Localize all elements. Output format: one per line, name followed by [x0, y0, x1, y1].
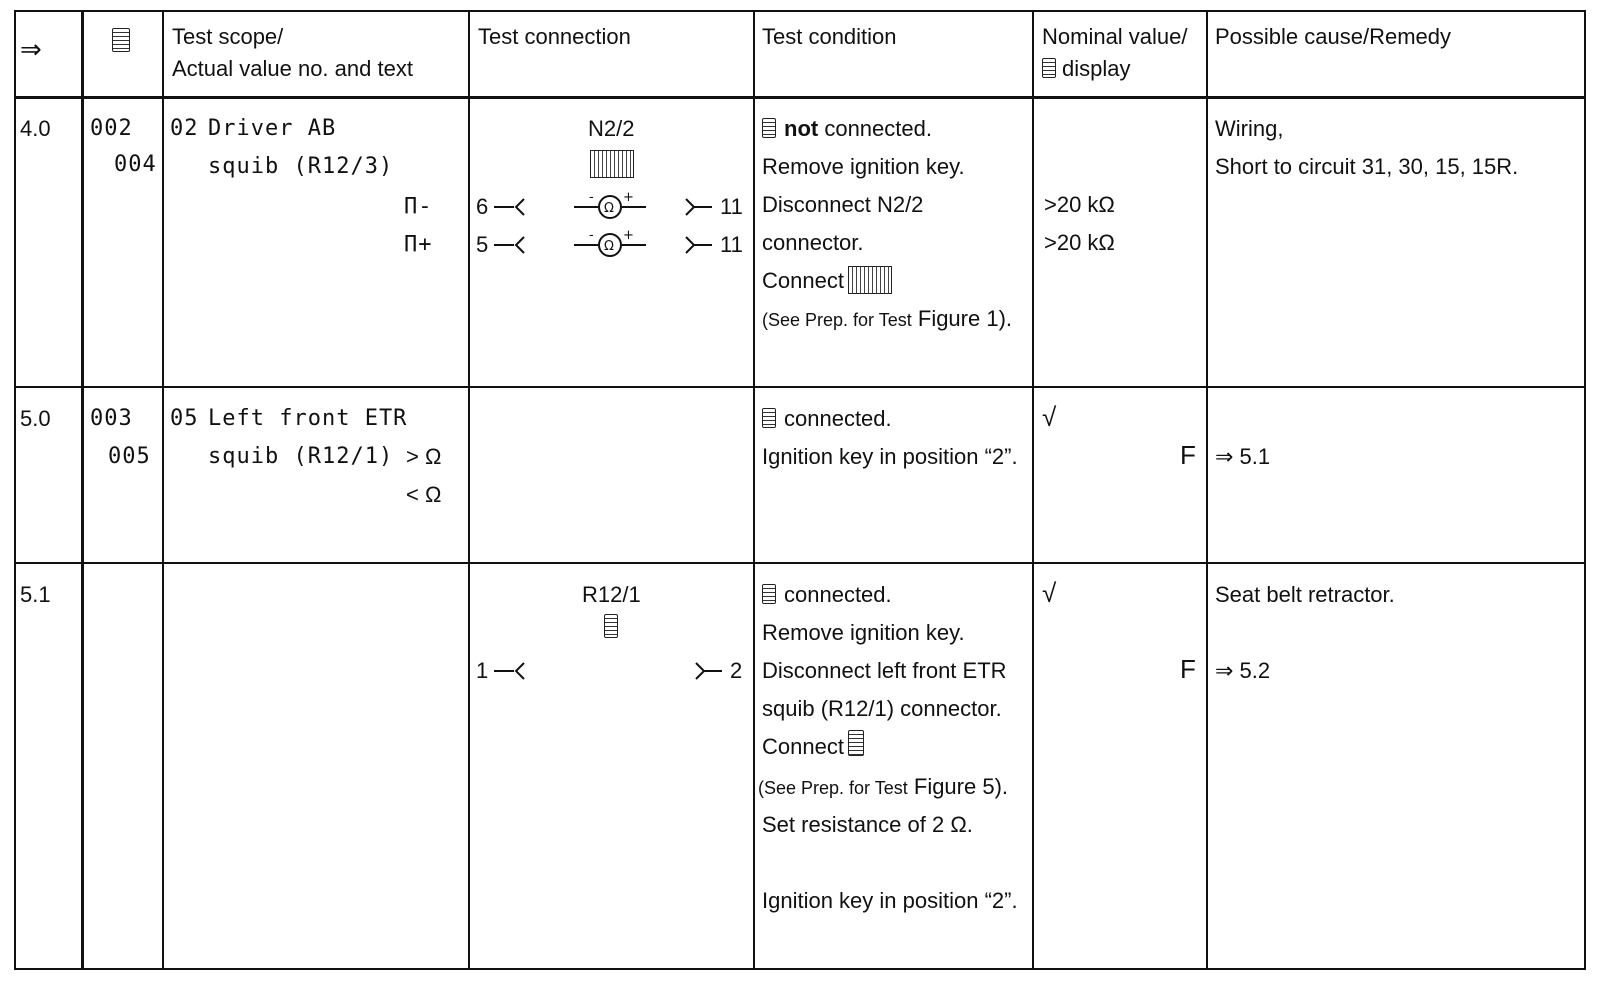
condition-line-1	[784, 110, 932, 148]
connection-pin-left-1: 6	[476, 194, 489, 219]
cause-line-1: Seat belt retractor.	[1215, 582, 1395, 607]
ohmmeter-diagram	[490, 190, 720, 270]
condition-prep-ref: (See Prep. for Test	[758, 778, 908, 798]
condition-line-4: squib (R12/1) connector.	[762, 696, 1002, 721]
row-divider-1	[14, 386, 1586, 388]
condition-text: connected.	[824, 116, 932, 141]
header-divider	[14, 96, 1586, 99]
svg-text:-: -	[589, 228, 594, 243]
condition-line-1: connected.	[784, 582, 892, 607]
condition-line-6	[758, 768, 1008, 807]
header-step-arrow: ⇒	[20, 34, 42, 64]
connection-diagram	[490, 654, 730, 688]
condition-line-2: Remove ignition key.	[762, 154, 965, 179]
condition-emphasis: not	[784, 116, 819, 141]
svg-text:Ω: Ω	[604, 239, 614, 254]
cause-line-2: Short to circuit 31, 30, 15, 15R.	[1215, 154, 1519, 179]
svg-text:+: +	[623, 228, 634, 243]
scope-line1: Left front ETR	[208, 406, 408, 431]
table-bottom-border	[14, 968, 1586, 970]
condition-line-3: Disconnect left front ETR	[762, 658, 1007, 683]
condition-figure-number: 5).	[982, 774, 1009, 799]
cause-line-1: ⇒ 5.1	[1215, 444, 1271, 469]
header-condition: Test condition	[762, 24, 897, 49]
nominal-value-2: >20 kΩ	[1044, 230, 1115, 255]
condition-line-5: Connect	[762, 268, 844, 293]
nominal-value-1: >20 kΩ	[1044, 192, 1115, 217]
condition-line-6	[762, 300, 1012, 339]
row-step: 4.0	[20, 116, 51, 141]
header-scope-line1: Test scope/	[172, 24, 284, 49]
row-divider-2	[14, 562, 1586, 564]
tester-icon	[1042, 58, 1056, 78]
header-connection: Test connection	[478, 24, 631, 49]
col-border-7	[1584, 10, 1586, 970]
tester-icon	[848, 730, 864, 756]
connection-pin-left-2: 5	[476, 232, 489, 257]
condition-figure-word: Figure	[913, 774, 977, 799]
scope-symbol-2: Π+	[404, 232, 433, 257]
header-nominal-line1: Nominal value/	[1042, 24, 1188, 49]
tester-icon	[604, 614, 618, 638]
svg-text:+: +	[623, 190, 634, 205]
col-border-6	[1206, 10, 1208, 970]
svg-text:-: -	[589, 190, 594, 205]
condition-line-8: Ignition key in position “2”.	[762, 888, 1018, 913]
scope-number: 02	[170, 116, 199, 141]
connection-pin-right-1: 11	[720, 194, 743, 219]
scope-line2: squib (R12/3)	[208, 154, 394, 179]
adapter-icon	[848, 266, 892, 294]
row-code-2: 004	[114, 152, 157, 177]
connection-pin-right-2: 11	[720, 232, 743, 257]
row-code-2: 005	[108, 444, 151, 469]
tester-icon	[762, 584, 776, 604]
svg-text:Ω: Ω	[604, 201, 614, 216]
table-top-border	[14, 10, 1586, 12]
scope-line1: Driver AB	[208, 116, 337, 141]
condition-prep-ref: (See Prep. for Test	[762, 310, 912, 330]
condition-figure-word: Figure	[917, 306, 981, 331]
nominal-fault-f: F	[1180, 440, 1196, 470]
scope-number: 05	[170, 406, 199, 431]
scope-symbol-1: > Ω	[406, 444, 442, 469]
scope-symbol-1: Π-	[404, 194, 433, 219]
tester-icon	[762, 408, 776, 428]
scope-line2: squib (R12/1)	[208, 444, 394, 469]
col-border-3	[468, 10, 470, 970]
condition-line-3: Disconnect N2/2	[762, 192, 924, 217]
adapter-icon	[590, 150, 634, 178]
condition-line-7: Set resistance of 2 Ω.	[762, 812, 973, 837]
cause-line-1: Wiring,	[1215, 116, 1284, 141]
connection-pin-right-1: 2	[730, 658, 743, 683]
row-code-1: 003	[90, 406, 133, 431]
nominal-check-mark: √	[1042, 578, 1057, 608]
col-border-5	[1032, 10, 1034, 970]
header-nominal-line2: display	[1062, 56, 1131, 81]
condition-line-4: connector.	[762, 230, 864, 255]
col-border-0	[14, 10, 16, 970]
row-step: 5.0	[20, 406, 51, 431]
tester-icon	[762, 118, 776, 138]
scope-symbol-2: < Ω	[406, 482, 442, 507]
header-cause: Possible cause/Remedy	[1215, 24, 1452, 49]
col-border-4	[753, 10, 755, 970]
condition-line-5: Connect	[762, 734, 844, 759]
condition-line-2: Remove ignition key.	[762, 620, 965, 645]
connection-label: N2/2	[588, 116, 635, 141]
col-border-2	[162, 10, 164, 970]
nominal-check-mark: √	[1042, 402, 1057, 432]
condition-line-2: Ignition key in position “2”.	[762, 444, 1018, 469]
cause-line-2: ⇒ 5.2	[1215, 658, 1271, 683]
connection-pin-left-1: 1	[476, 658, 489, 683]
condition-line-1: connected.	[784, 406, 892, 431]
nominal-fault-f: F	[1180, 654, 1196, 684]
row-step: 5.1	[20, 582, 51, 607]
tester-icon	[112, 28, 130, 52]
col-border-1	[81, 10, 84, 970]
row-code-1: 002	[90, 116, 133, 141]
header-scope-line2: Actual value no. and text	[172, 56, 413, 81]
condition-figure-number: 1).	[986, 306, 1013, 331]
connection-label: R12/1	[582, 582, 641, 607]
